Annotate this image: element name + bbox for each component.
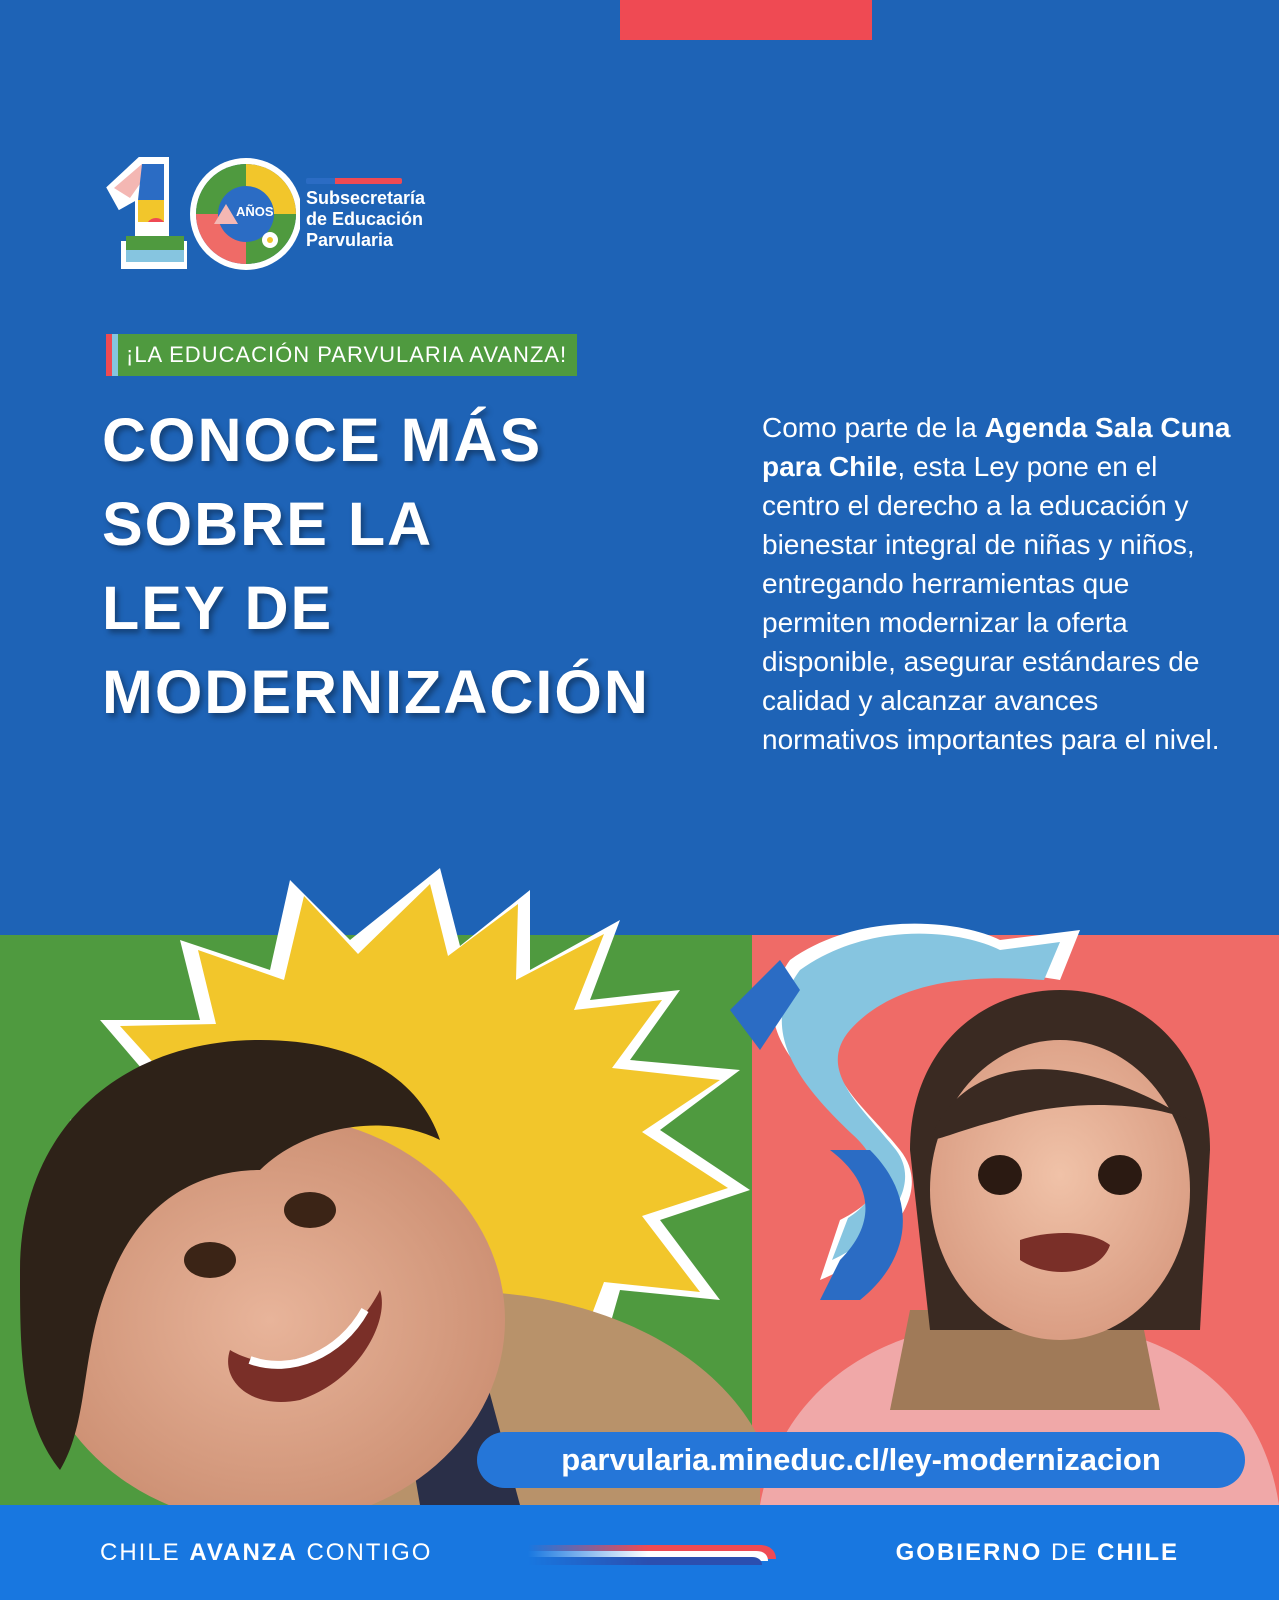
- footer-slogan-part2: CONTIGO: [297, 1539, 433, 1566]
- description-highlight: Agenda Sala Cuna para Chile: [762, 412, 1231, 482]
- subsecretaria-logo: [104, 152, 464, 276]
- footer: [0, 1505, 1279, 1600]
- tagline-banner: [106, 334, 577, 376]
- top-accent-bar: [620, 0, 872, 40]
- chile-stripes-icon: [528, 1541, 778, 1569]
- description-rest: , esta Ley pone en el centro el derecho a la educación y bienestar integral de niñas y niños, entregando herramientas que permiten modernizar la oferta disponible, asegurar estándares de calidad y alcanzar avances normativos importantes para el nivel.: [762, 451, 1220, 755]
- tagline-color-marks: [106, 334, 118, 376]
- tagline-text: ¡LA EDUCACIÓN PARVULARIA AVANZA!: [118, 334, 577, 376]
- headline-line-4: MODERNIZACIÓN: [102, 658, 650, 726]
- footer-slogan-part1: CHILE: [100, 1539, 190, 1566]
- logo-stripe: [306, 178, 402, 184]
- description-paragraph: [762, 408, 1232, 759]
- org-line-2: de Educación: [306, 209, 424, 229]
- government-bold-2: CHILE: [1097, 1539, 1179, 1566]
- footer-slogan: [100, 1539, 432, 1567]
- government-bold-1: GOBIERNO: [895, 1539, 1043, 1566]
- government-label: [896, 1539, 1179, 1567]
- headline-line-1: CONOCE MÁS: [102, 406, 543, 474]
- headline: [102, 398, 650, 734]
- org-line-1: Subsecretaría: [306, 188, 426, 208]
- org-name: [306, 188, 425, 251]
- headline-line-3: LEY DE: [102, 574, 334, 642]
- years-label: AÑOS: [236, 204, 274, 219]
- headline-line-2: SOBRE LA: [102, 490, 434, 558]
- org-line-3: Parvularia: [306, 230, 394, 250]
- footer-slogan-bold: AVANZA: [189, 1539, 298, 1566]
- website-link[interactable]: parvularia.mineduc.cl/ley-modernizacion: [477, 1432, 1245, 1488]
- child-girl-photo: [760, 990, 1279, 1505]
- government-part: DE: [1042, 1539, 1097, 1566]
- description-intro: Como parte de la: [762, 412, 985, 443]
